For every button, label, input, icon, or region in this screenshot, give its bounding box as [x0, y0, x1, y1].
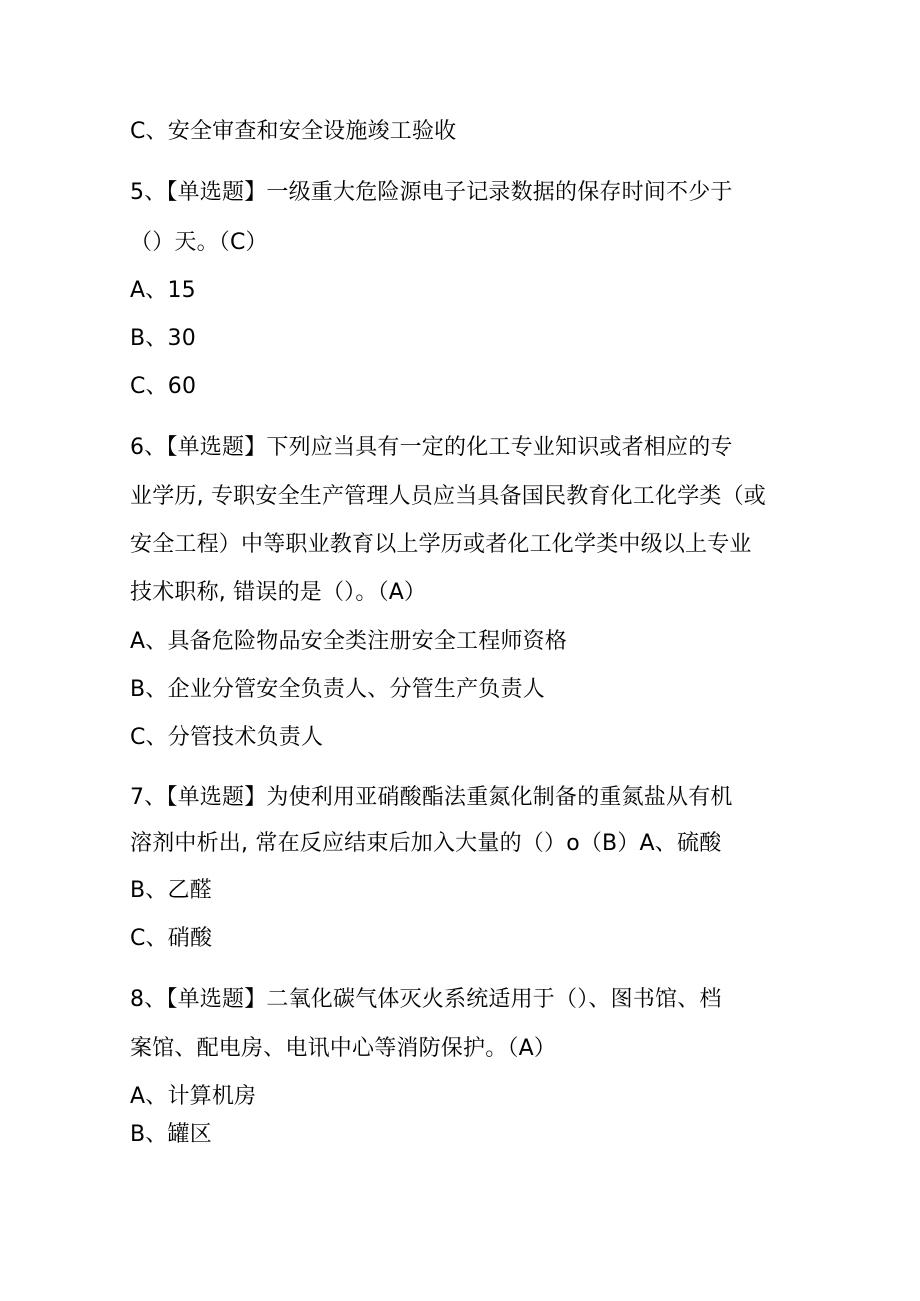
- q8-option-b: B、罐区: [130, 1122, 212, 1147]
- q7-stem-line-1: 7、【单选题】为使利用亚硝酸酯法重氮化制备的重氮盐从有机: [130, 785, 733, 810]
- q5-option-b: B、30: [130, 326, 196, 351]
- q6-option-b: B、企业分管安全负责人、分管生产负责人: [130, 677, 545, 702]
- q5-option-a: A、15: [130, 278, 196, 303]
- q6-stem-line-3: 安全工程）中等职业教育以上学历或者化工化学类中级以上专业: [130, 532, 752, 557]
- q6-stem-line-1: 6、【单选题】下列应当具有一定的化工专业知识或者相应的专: [130, 435, 733, 460]
- q8-stem-line-1: 8、【单选题】二氧化碳气体灭火系统适用于（）、图书馆、档: [130, 987, 722, 1012]
- q7-stem-line-2: 溶剂中析出, 常在反应结束后加入大量的（）o（B）A、硫酸: [130, 831, 722, 856]
- q7-option-c: C、硝酸: [130, 926, 213, 951]
- q5-option-c: C、60: [130, 374, 197, 399]
- q7-option-b: B、乙醛: [130, 878, 212, 903]
- q6-stem-line-2: 业学历, 专职安全生产管理人员应当具备国民教育化工化学类（或: [130, 484, 766, 509]
- q6-stem-line-4: 技术职称, 错误的是（）。（A）: [130, 580, 427, 605]
- q8-stem-line-2: 案馆、配电房、电讯中心等消防保护。（A）: [130, 1036, 557, 1061]
- q8-option-a: A、计算机房: [130, 1084, 257, 1109]
- q6-option-a: A、具备危险物品安全类注册安全工程师资格: [130, 629, 568, 654]
- q5-stem-line-1: 5、【单选题】一级重大危险源电子记录数据的保存时间不少于: [130, 180, 733, 205]
- q5-stem-line-2: （）天。（C）: [130, 230, 268, 255]
- q4-option-c: C、安全审查和安全设施竣工验收: [130, 119, 457, 144]
- q6-option-c: C、分管技术负责人: [130, 725, 324, 750]
